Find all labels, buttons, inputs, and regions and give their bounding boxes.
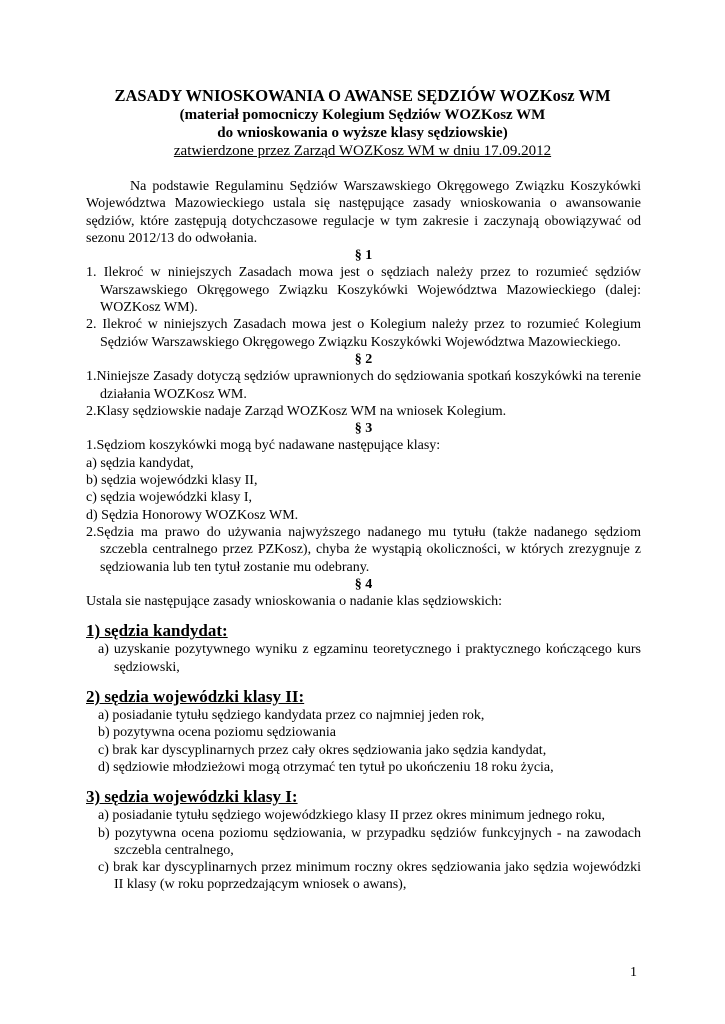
class-item: d) Sędzia Honorowy WOZKosz WM. [86, 507, 299, 523]
intro-paragraph: Na podstawie Regulaminu Sędziów Warszawskiego Okręgowego Związku Koszykówki Województwa Mazowieckiego ustala się następujące zasady wnioskowania o awansowanie sędziów, które zastępują dotychczasowe regulacje w tym zakresie i zaczynają obowiązywać od sezonu 2012/13 do odwołania. [86, 179, 641, 246]
s1-item-1: 1. Ilekroć w niniejszych Zasadach mowa jest o sędziach należy przez to rozumieć sędziów Warszawskiego Okręgowego Związku Koszykówki Województwa Mazowieckiego (dalej: WOZKosz WM). [86, 265, 641, 316]
sec2-item: b) pozytywna ocena poziomu sędziowania [98, 725, 336, 741]
section-mark-3: § 3 [354, 421, 373, 437]
sec3-item: b) pozytywna ocena poziomu sędziowania, w przypadku sędziów funkcyjnych - na zawodach szczebla centralnego, [98, 825, 641, 858]
title-block [60, 86, 665, 161]
approval-line: zatwierdzone przez Zarząd WOZKosz WM w dniu 17.09.2012 [173, 143, 552, 159]
sec3-item: c) brak kar dyscyplinarnych przez minimum roczny okres sędziowania jako sędzia wojewódzki II klasy (w roku poprzedzającym wniosek o awans), [98, 860, 641, 893]
sec3-item: a) posiadanie tytułu sędziego wojewódzkiego klasy II przez okres minimum jednego roku, [98, 808, 605, 824]
page-number: 1 [630, 965, 637, 980]
s2-item-1: 1.Niniejsze Zasady dotyczą sędziów uprawnionych do sędziowania spotkań koszykówki na terenie działania WOZKosz WM. [86, 369, 641, 402]
sec1-item: a) uzyskanie pozytywnego wyniku z egzaminu teoretycznego i praktycznego kończącego kurs sędziowski, [98, 642, 641, 675]
document-subtitle-1: (materiał pomocniczy Kolegium Sędziów WOZKosz WM [179, 107, 546, 123]
section-mark-2: § 2 [354, 351, 373, 367]
s1-item-2: 2. Ilekroć w niniejszych Zasadach mowa jest o Kolegium należy przez to rozumieć Kolegium Sędziów Warszawskiego Okręgowego Związku Koszykówki Województwa Mazowieckiego. [86, 317, 641, 350]
class-item: c) sędzia wojewódzki klasy I, [86, 490, 252, 506]
sec2-item: a) posiadanie tytułu sędziego kandydata przez co najmniej jeden rok, [98, 708, 485, 724]
sec2-item: d) sędziowie młodzieżowi mogą otrzymać ten tytuł po ukończeniu 18 roku życia, [98, 759, 554, 775]
section-mark-1: § 1 [354, 248, 373, 264]
document-title: ZASADY WNIOSKOWANIA O AWANSE SĘDZIÓW WOZKosz WM [114, 86, 611, 105]
section-heading-2: 2) sędzia wojewódzki klasy II: [86, 687, 305, 707]
s3-lead: 1.Sędziom koszykówki mogą być nadawane następujące klasy: [86, 438, 441, 454]
s4-lead: Ustala sie następujące zasady wnioskowania o nadanie klas sędziowskich: [86, 594, 502, 610]
class-item: b) sędzia wojewódzki klasy II, [86, 473, 258, 489]
s3-item-2: 2.Sędzia ma prawo do używania najwyższego nadanego mu tytułu (także nadanego sędziom szczebla centralnego przez PZKosz), chyba że wystąpią okoliczności, w których zrezygnuje z sędziowania lub ten tytuł zostanie mu odebrany. [86, 524, 641, 575]
section-heading-3: 3) sędzia wojewódzki klasy I: [86, 787, 298, 807]
document-body [86, 178, 641, 894]
s2-item-2: 2.Klasy sędziowskie nadaje Zarząd WOZKosz WM na wniosek Kolegium. [86, 403, 507, 419]
class-item: a) sędzia kandydat, [86, 455, 194, 471]
section-mark-4: § 4 [354, 576, 373, 592]
document-subtitle-2: do wnioskowania o wyższe klasy sędziowskie) [217, 125, 508, 141]
section-heading-1: 1) sędzia kandydat: [86, 621, 228, 641]
sec2-item: c) brak kar dyscyplinarnych przez cały okres sędziowania jako sędzia kandydat, [98, 742, 547, 758]
